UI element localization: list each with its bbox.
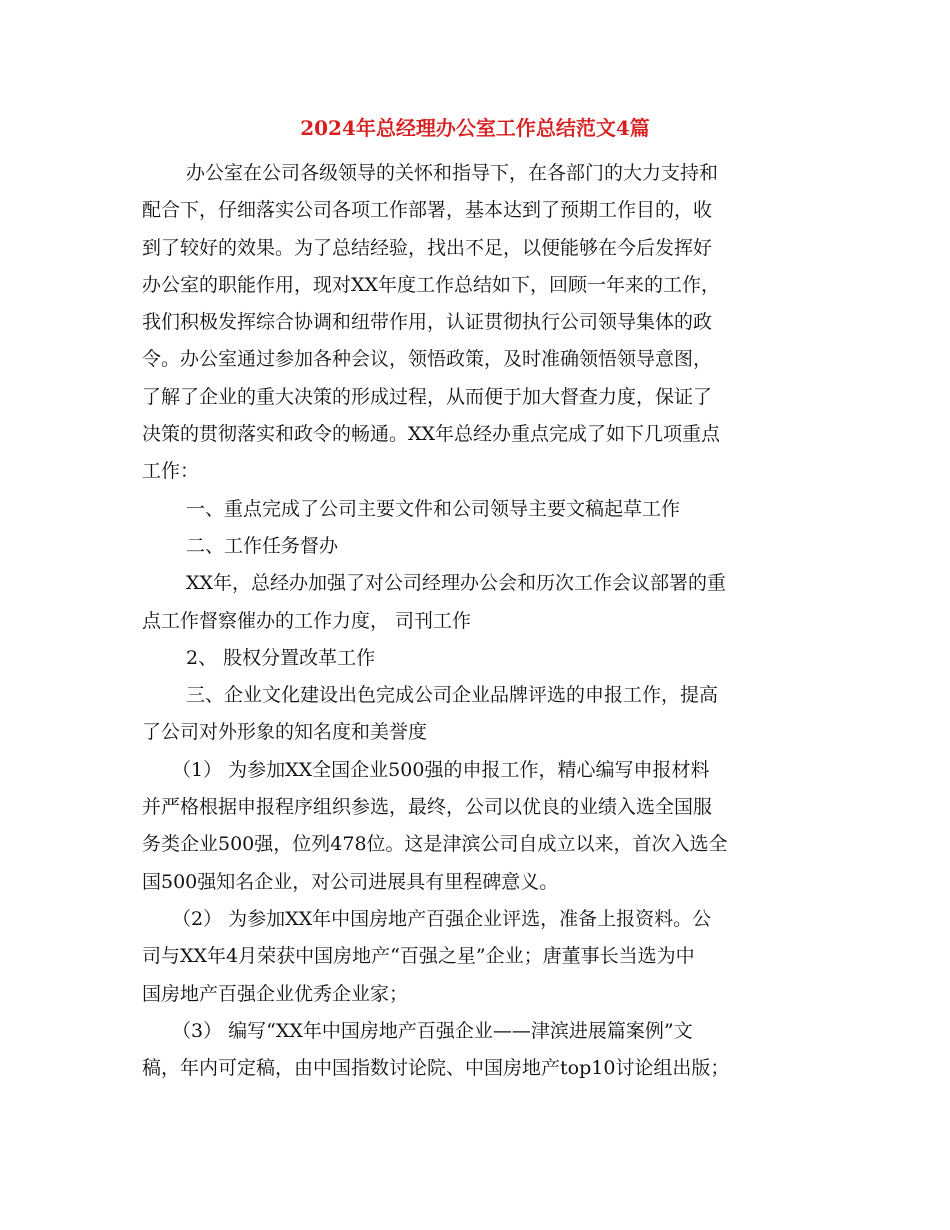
paragraph-line: 并严格根据申报程序组织参选，最终，公司以优良的业绩入选全国服 (142, 796, 713, 819)
paragraph-line: 了解了企业的重大决策的形成过程，从而便于加大督查力度，保证了 (142, 385, 713, 408)
paragraph-line: 到了较好的效果。为了总结经验，找出不足，以便能够在今后发挥好 (142, 236, 713, 259)
paragraph-line: 国500强知名企业，对公司进展具有里程碑意义。 (142, 870, 559, 893)
paragraph-line: 配合下，仔细落实公司各项工作部署，基本达到了预期工作目的，收 (142, 199, 713, 222)
paragraph-line: 我们积极发挥综合协调和纽带作用，认证贯彻执行公司领导集体的政 (142, 311, 713, 334)
document-body (142, 155, 812, 1087)
paragraph-line: XX年，总经办加强了对公司经理办公会和历次工作会议部署的重 (186, 572, 727, 595)
section-heading: 二、工作任务督办 (186, 534, 339, 557)
paragraph-line: 司与XX年4月荣获中国房地产“百强之星”企业；唐董事长当选为中 (142, 945, 695, 968)
section-heading: 一、重点完成了公司主要文件和公司领导主要文稿起草工作 (186, 497, 681, 520)
paragraph-line: 办公室在公司各级领导的关怀和指导下，在各部门的大力支持和 (186, 162, 719, 184)
paragraph-line: 务类企业500强，位列478位。这是津滨公司自成立以来，首次入选全 (142, 833, 728, 856)
paragraph-line: 办公室的职能作用，现对XX年度工作总结如下，回顾一年来的工作， (142, 273, 721, 296)
list-item-line: （2） 为参加XX年中国房地产百强企业评选，准备上报资料。公 (172, 907, 712, 930)
section-heading: 2、 股权分置改革工作 (186, 646, 376, 669)
paragraph-line: 决策的贯彻落实和政令的畅通。XX年总经办重点完成了如下几项重点 (142, 423, 721, 446)
paragraph-line: 稿，年内可定稿，由中国指数讨论院、中国房地产top10讨论组出版； (142, 1057, 730, 1080)
paragraph-line: 了公司对外形象的知名度和美誉度 (142, 721, 428, 744)
paragraph-line: 令。办公室通过参加各种会议，领悟政策，及时准确领悟领导意图， (142, 348, 713, 371)
list-item-line: （1） 为参加XX全国企业500强的申报工作，精心编写申报材料 (172, 758, 710, 781)
list-item-line: （3） 编写“XX年中国房地产百强企业——津滨进展篇案例”文 (172, 1019, 693, 1042)
paragraph-line: 点工作督察催办的工作力度， 司刊工作 (142, 609, 472, 632)
document-title: 2024年总经理办公室工作总结范文4篇 (300, 116, 650, 140)
paragraph-line: 国房地产百强企业优秀企业家； (142, 982, 409, 1005)
section-heading: 三、企业文化建设出色完成公司企业品牌评选的申报工作，提高 (186, 684, 719, 707)
paragraph-line: 工作： (142, 460, 200, 483)
